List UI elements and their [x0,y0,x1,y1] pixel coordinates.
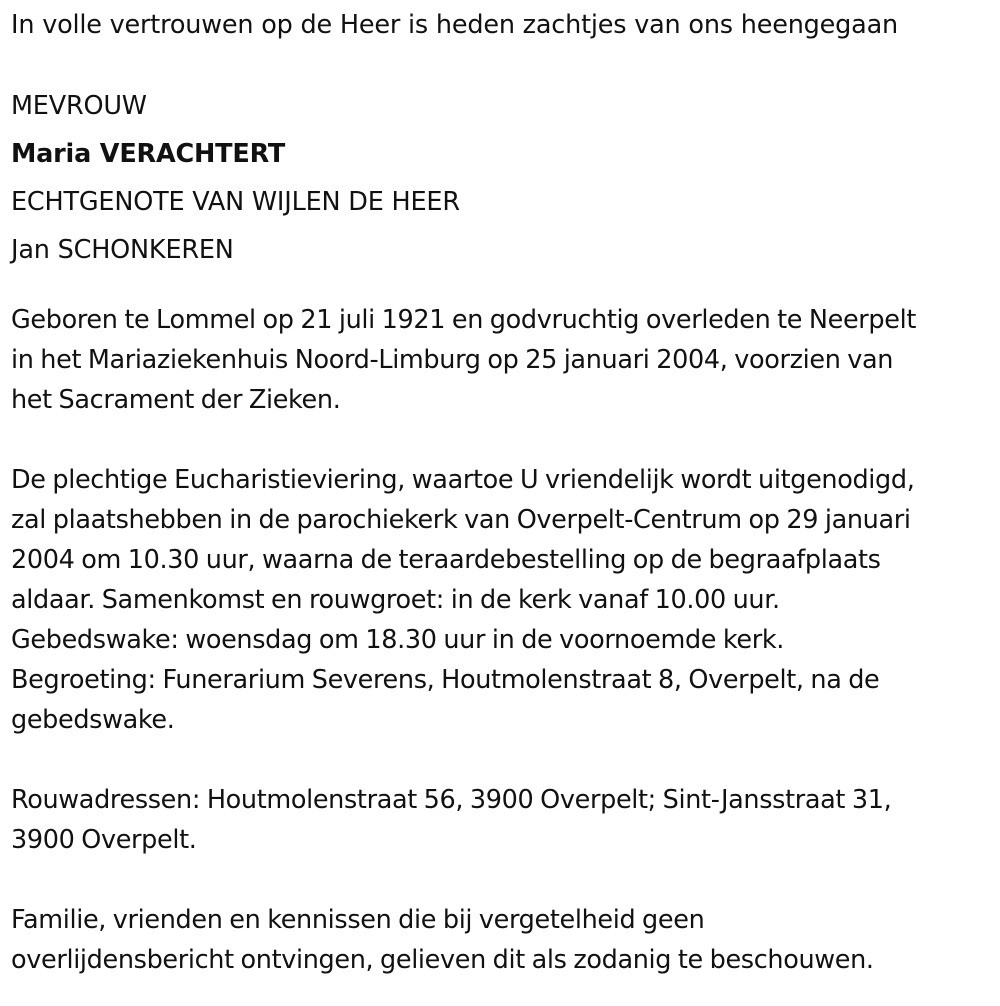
birth-death-paragraph [11,300,993,420]
paragraph-line: Rouwadressen: Houtmolenstraat 56, 3900 Overpelt; Sint-Jansstraat 31, [11,785,892,815]
paragraph-line: Geboren te Lommel op 21 juli 1921 en godvruchtig overleden te Neerpelt [11,305,916,335]
addresses-paragraph [11,780,993,860]
paragraph-line: Gebedswake: woensdag om 18.30 uur in de voornoemde kerk. [11,625,785,655]
paragraph-line: 2004 om 10.30 uur, waarna de teraardebestelling op de begraafplaats [11,545,881,575]
ceremony-paragraph [11,460,993,740]
obituary-document [11,0,993,980]
paragraph-line: gebedswake. [11,705,175,735]
paragraph-line: het Sacrament der Zieken. [11,385,341,415]
paragraph-line: zal plaatshebben in de parochiekerk van Overpelt-Centrum op 29 januari [11,505,911,535]
paragraph-line: Familie, vrienden en kennissen die bij vergetelheid geen [11,905,705,935]
family-notice-paragraph [11,900,993,980]
paragraph-line: Begroeting: Funerarium Severens, Houtmolenstraat 8, Overpelt, na de [11,665,880,695]
spouse-name: Jan SCHONKEREN [11,235,234,265]
deceased-block [11,82,993,274]
relation-text: ECHTGENOTE VAN WIJLEN DE HEER [11,187,460,217]
paragraph-line: in het Mariaziekenhuis Noord-Limburg op 25 januari 2004, voorzien van [11,345,894,375]
paragraph-line: aldaar. Samenkomst en rouwgroet: in de kerk vanaf 10.00 uur. [11,585,780,615]
intro-text: In volle vertrouwen op de Heer is heden zachtjes van ons heengegaan [11,10,898,40]
paragraph-line: De plechtige Eucharistieviering, waartoe U vriendelijk wordt uitgenodigd, [11,465,915,495]
paragraph-line: 3900 Overpelt. [11,825,197,855]
paragraph-line: overlijdensbericht ontvingen, gelieven dit als zodanig te beschouwen. [11,945,874,975]
title-prefix: MEVROUW [11,91,147,121]
deceased-name: Maria VERACHTERT [11,139,286,169]
